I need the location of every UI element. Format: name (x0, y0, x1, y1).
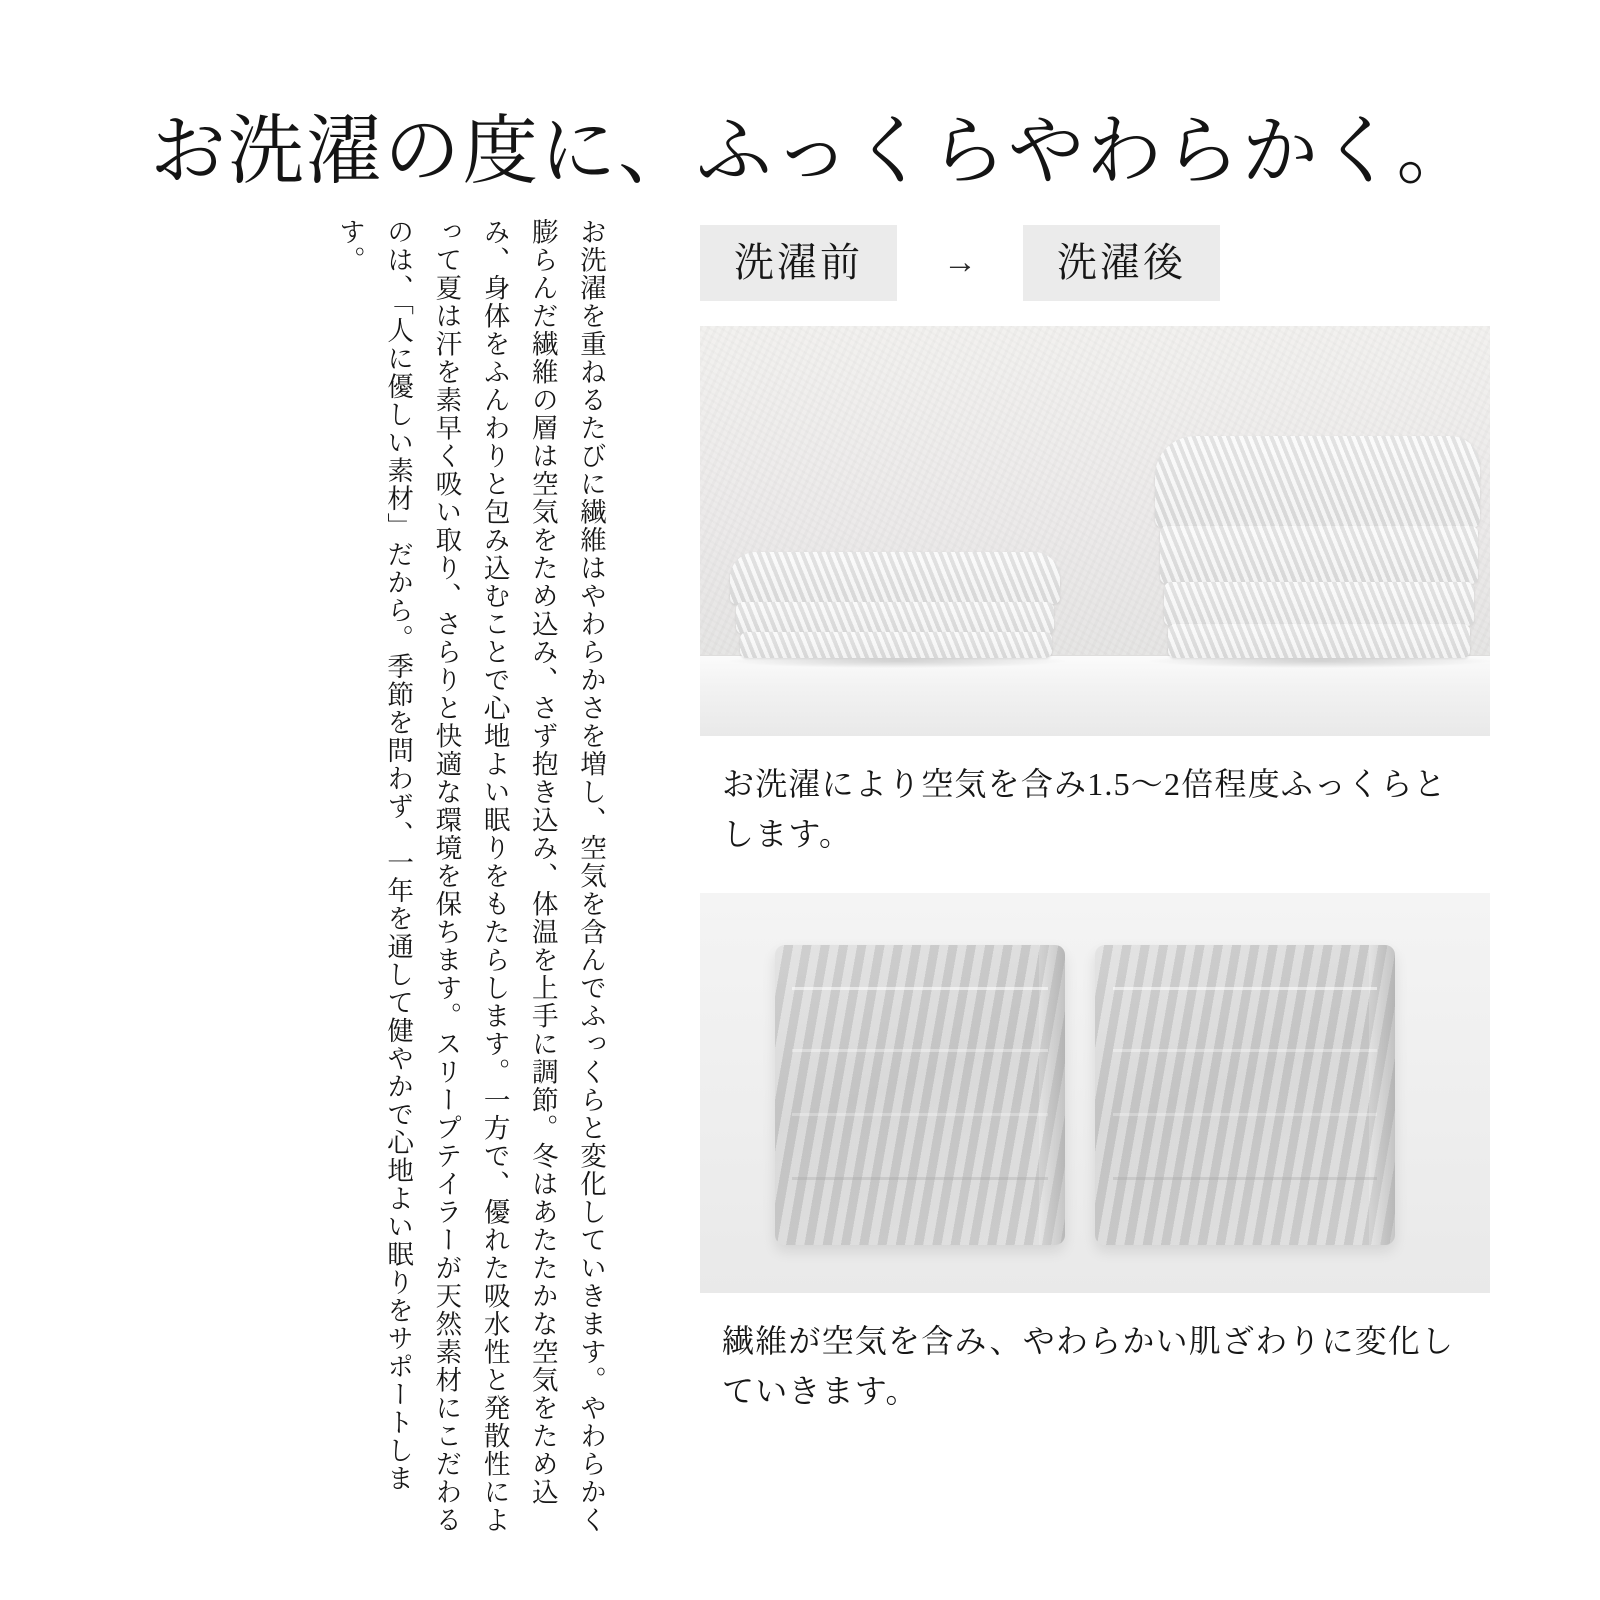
folded-stack-after (1155, 438, 1480, 658)
folded-cloth-left (775, 945, 1065, 1245)
fold-layer (736, 602, 1054, 634)
fold-layer (1168, 624, 1470, 658)
folded-cloth-right (1095, 945, 1395, 1245)
after-label: 洗濯後 (1023, 225, 1220, 301)
fold-layer (740, 632, 1052, 658)
fold-layer (1164, 582, 1474, 626)
arrow-right-icon: → (943, 244, 977, 281)
figure-folded-cloths (700, 893, 1490, 1293)
fold-layer (1155, 436, 1480, 528)
right-column (700, 218, 1490, 1450)
vertical-body-text (95, 218, 615, 1548)
fold-layer (730, 552, 1060, 604)
cloth-edge (1039, 945, 1065, 1245)
body-paragraph: お洗濯を重ねるたびに繊維はやわらかさを増し、空気を含んでふっくらと変化していきます。やわらかく膨らんだ繊維の層は空気をため込み、さず抱き込み、体温を上手に調節。冬はあたたかな空気をため込み、身体をふんわりと包み込むことで心地よい眠りをもたらします。一方で、優れた吸水性と発散性によって夏は汗を素早く吸い取り、さらりと快適な環境を保ちます。スリープテイラーが天然素材にこだわるのは、「人に優しい素材」だから。季節を問わず、一年を通して健やかで心地よい眠りをサポートします。 (334, 218, 606, 1534)
cloth-edge (1369, 945, 1395, 1245)
before-after-header (700, 218, 1490, 308)
fold-layer (1160, 526, 1478, 584)
figure-caption-2: 繊維が空気を含み、やわらかい肌ざわりに変化していきます。 (722, 1323, 1455, 1409)
folded-stack-before (730, 554, 1060, 658)
figure-caption-1: お洗濯により空気を含み1.5〜2倍程度ふっくらとします。 (722, 766, 1447, 852)
before-label: 洗濯前 (700, 225, 897, 301)
figure-before-after-stacks (700, 326, 1490, 736)
page-title: お洗濯の度に、ふっくらやわらかく。 (150, 109, 1475, 194)
